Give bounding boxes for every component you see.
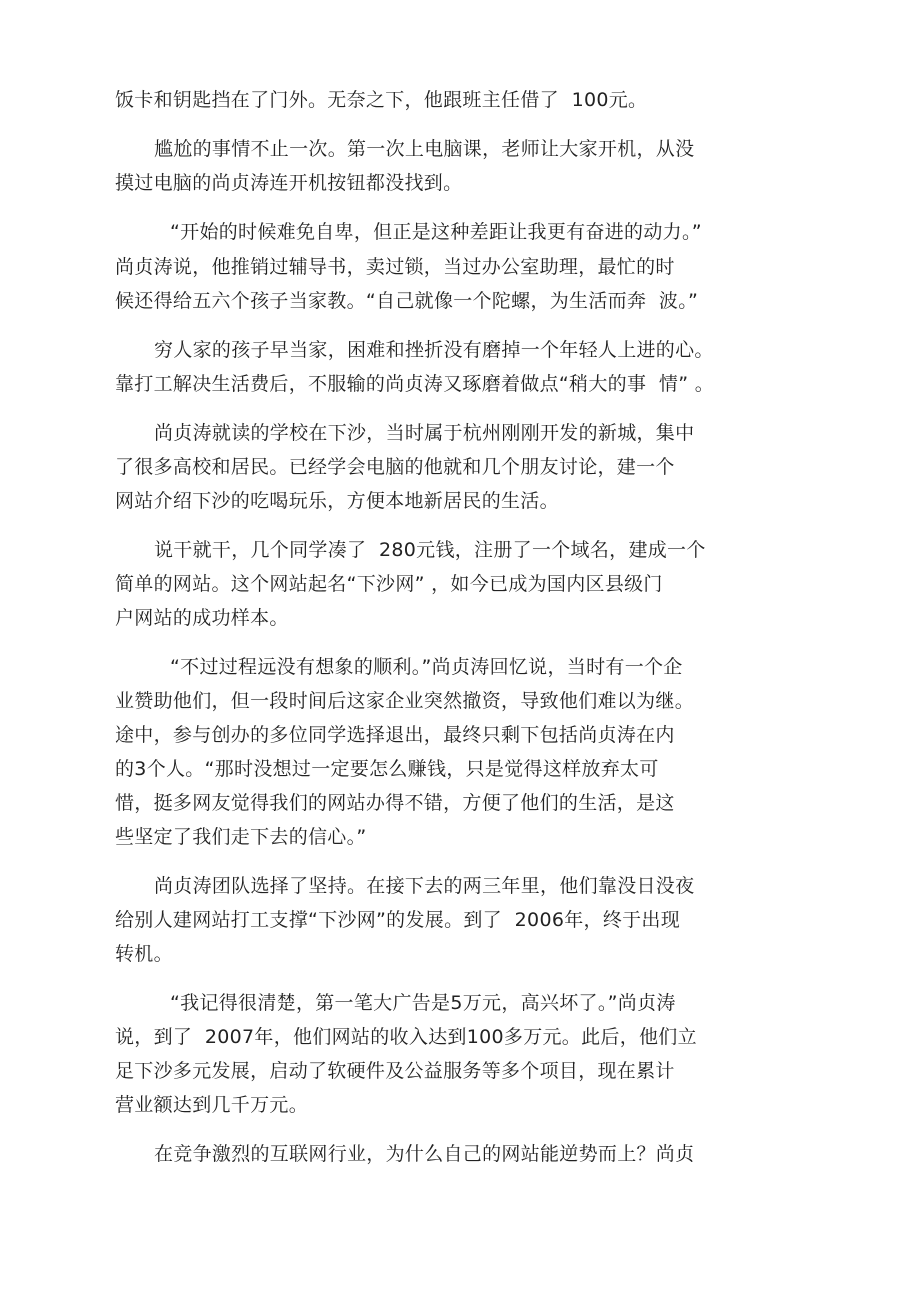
text-line: 惜，挺多网友觉得我们的网站办得不错，方便了他们的生活，是这 [115, 792, 675, 814]
text-line: 尚贞涛团队选择了坚持。在接下去的两三年里，他们靠没日没夜 [154, 875, 695, 897]
text-line: 尚贞涛说，他推销过辅导书，卖过锁，当过办公室助理，最忙的时 [115, 256, 675, 278]
text-line: 候还得给五六个孩子当家教。“自己就像一个陀螺，为生活而奔 波。” [115, 290, 699, 312]
text-line: 说，到了 2007年，他们网站的收入达到100多万元。此后，他们立 [115, 1026, 697, 1048]
text-line: 的3个人。“那时没想过一定要怎么赚钱，只是觉得这样放弃太可 [115, 758, 659, 780]
text-line: “开始的时候难免自卑，但正是这种差距让我更有奋进的动力。” [170, 221, 702, 243]
text-line: 途中，参与创办的多位同学选择退出，最终只剩下包括尚贞涛在内 [115, 724, 675, 746]
text-line: 说干就干，几个同学凑了 280元钱，注册了一个域名，建成一个 [154, 539, 706, 561]
text-line: 摸过电脑的尚贞涛连开机按钮都没找到。 [115, 172, 463, 194]
text-line: 户网站的成功样本。 [115, 607, 289, 629]
text-line: 简单的网站。这个网站起名“下沙网” ，如今已成为国内区县级门 [115, 573, 663, 595]
text-line: 靠打工解决生活费后，不服输的尚贞涛又琢磨着做点“稍大的事 情” 。 [115, 373, 715, 395]
text-line: 了很多高校和居民。已经学会电脑的他就和几个朋友讨论，建一个 [115, 456, 675, 478]
text-line: “不过过程远没有想象的顺利。”尚贞涛回忆说，当时有一个企 [170, 656, 683, 678]
text-line: 些坚定了我们走下去的信心。” [115, 826, 367, 848]
text-line: 穷人家的孩子早当家，困难和挫折没有磨掉一个年轻人上进的心。 [154, 339, 714, 361]
text-line: 在竞争激烈的互联网行业，为什么自己的网站能逆势而上？尚贞 [154, 1143, 695, 1165]
text-line: “我记得很清楚，第一笔大广告是5万元，高兴坏了。”尚贞涛 [170, 992, 676, 1014]
text-line: 尚贞涛就读的学校在下沙，当时属于杭州刚刚开发的新城，集中 [154, 422, 695, 444]
text-line: 转机。 [115, 943, 173, 965]
text-line: 足下沙多元发展，启动了软硬件及公益服务等多个项目，现在累计 [115, 1060, 675, 1082]
text-line: 饭卡和钥匙挡在了门外。无奈之下，他跟班主任借了 100元。 [115, 89, 648, 111]
text-line: 营业额达到几千万元。 [115, 1094, 309, 1116]
text-line: 给别人建网站打工支撑“下沙网”的发展。到了 2006年，终于出现 [115, 909, 681, 931]
text-line: 尴尬的事情不止一次。第一次上电脑课，老师让大家开机，从没 [154, 138, 695, 160]
text-line: 业赞助他们，但一段时间后这家企业突然撤资，导致他们难以为继。 [115, 690, 695, 712]
text-line: 网站介绍下沙的吃喝玩乐，方便本地新居民的生活。 [115, 490, 559, 512]
